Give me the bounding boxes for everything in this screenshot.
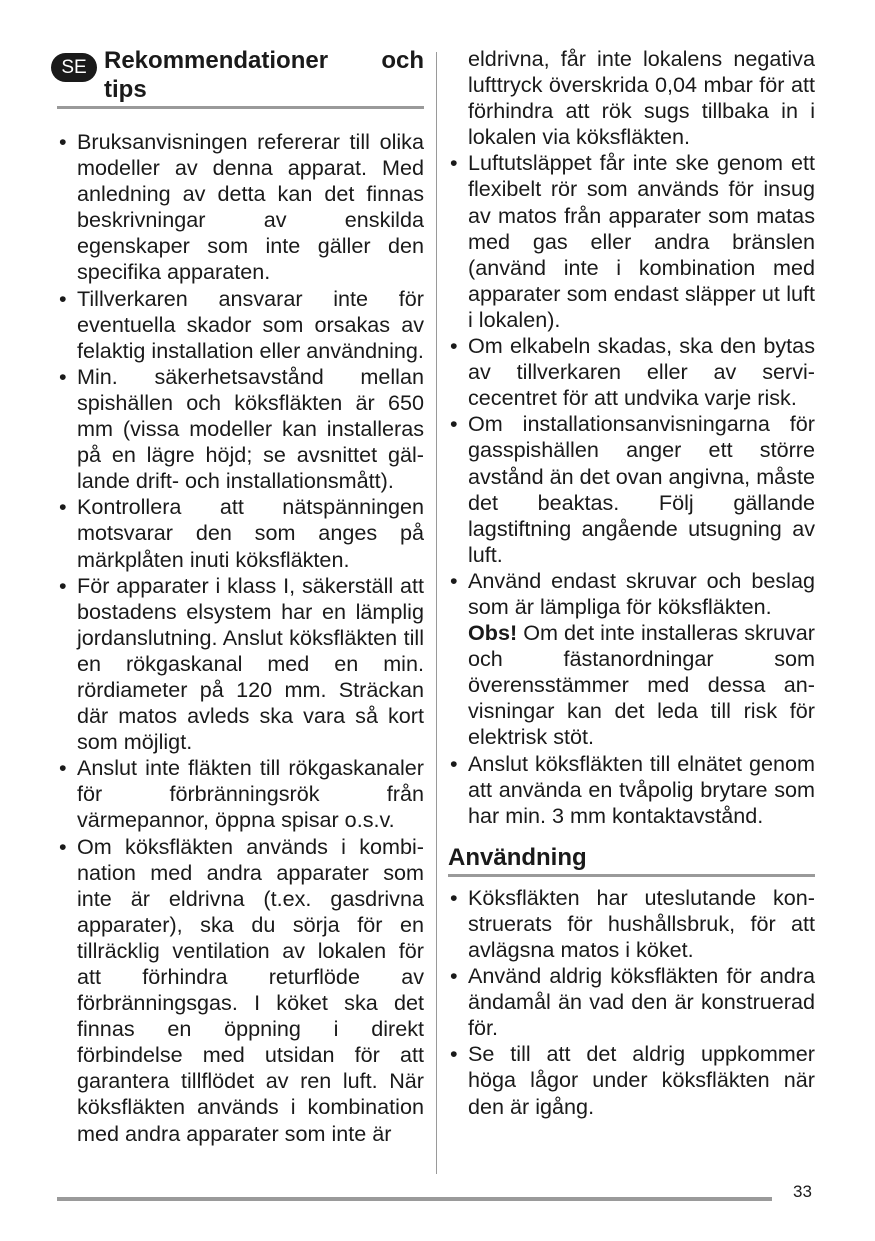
section-heading-recommendations [57, 46, 424, 109]
list-item: • Använd aldrig köksfläkten för andra ändamål än vad den är konstruerad för. [448, 963, 815, 1041]
list-item: • Min. säkerhetsavstånd mellan spishällen och köksfläkten är 650 mm (vissa modeller kan installeras på en lägre höjd; se avsnittet gällande drift- och installationsmått). [57, 364, 424, 494]
list-item: • Bruksanvisningen refererar till olika modeller av denna apparat. Med anledning av detta kan det finnas beskrivningar av enskilda egenskaper som inte gäller den specifika apparaten. [57, 129, 424, 286]
list-item: • Anslut köksfläkten till elnätet genom att använda en tvåpolig brytare som har min. 3 mm kontaktavstånd. [448, 751, 815, 829]
column-divider [436, 52, 437, 1174]
footer-rule [57, 1197, 772, 1201]
page-number: 33 [793, 1182, 812, 1201]
list-item: • Se till att det aldrig uppkommer höga lågor under köksfläkten när den är igång. [448, 1041, 815, 1119]
list-item: • Kontrollera att nätspänningen motsvarar den som anges på märkplåten inuti köksfläkten. [57, 494, 424, 572]
usage-list [448, 885, 815, 1120]
section-heading-usage: Användning [448, 843, 815, 877]
list-item-continued: eldrivna, får inte lokalens negativa lufttryck överskrida 0,04 mbar för att förhindra att rök sugs tillbaka in i lokalen via köksfläkten. [468, 46, 815, 150]
left-column [57, 46, 424, 1147]
recommendations-list-continued [448, 46, 815, 829]
recommendations-list [57, 129, 424, 1147]
list-item: • För apparater i klass I, säkerställ att bostadens elsystem har en lämplig jordanslutning. Anslut köksfläkten till en rökgaskanal med en min. rördiameter på 120 mm. Sträckan där matos avleds ska vara så kort som möjligt. [57, 573, 424, 756]
list-item: • Köksfläkten har uteslutande konstruerats för hushållsbruk, för att avlägsna matos i köket. [448, 885, 815, 963]
list-item: • Om installationsanvisningarna för gasspishällen anger ett större avstånd än det ovan angivna, måste det beaktas. Följ gällande lagstiftning angående utsugning av luft. [448, 411, 815, 568]
list-item: • Om elkabeln skadas, ska den bytas av tillverkaren eller av servicecentret för att undvika varje risk. [448, 333, 815, 411]
list-item [448, 568, 815, 751]
list-item: • Anslut inte fläkten till rökgaskanaler för förbränningsrök från värmepannor, öppna spisar o.s.v. [57, 755, 424, 833]
language-badge: SE [51, 53, 97, 82]
list-item: • Luftutsläppet får inte ske genom ett flexibelt rör som används för insug av matos från apparater som matas med gas eller andra bränslen (använd inte i kombination med apparater som endast släpper ut luft i lokalen). [448, 150, 815, 333]
note-text: Om det inte installeras skruvar och fästanordningar som överensstämmer med dessa anvisningar kan det leda till risk för elektrisk stöt. [468, 620, 815, 750]
list-item: • Tillverkaren ansvarar inte för eventuella skador som orsakas av felaktig installation eller användning. [57, 286, 424, 364]
list-item-split: • Om köksfläkten används i kombination med andra apparater som inte är eldrivna (t.ex. gasdrivna apparater), ska du sörja för en tillräcklig ventilation av lokalen för att förhindra returflöde av förbränningsgas. I köket ska det finnas en öppning i direkt förbindelse med utsidan för att garantera tillflödet av ren luft. När köksfläkten används i kombination med andra apparater som inte är [57, 834, 424, 1147]
section-title: Rekommendationer och tips [104, 47, 424, 103]
note-label: Obs! [468, 620, 518, 646]
list-item-text: Använd endast skruvar och beslag som är lämpliga för köksfläkten. [468, 567, 815, 619]
warning-note [468, 620, 815, 750]
right-column [448, 46, 815, 1120]
